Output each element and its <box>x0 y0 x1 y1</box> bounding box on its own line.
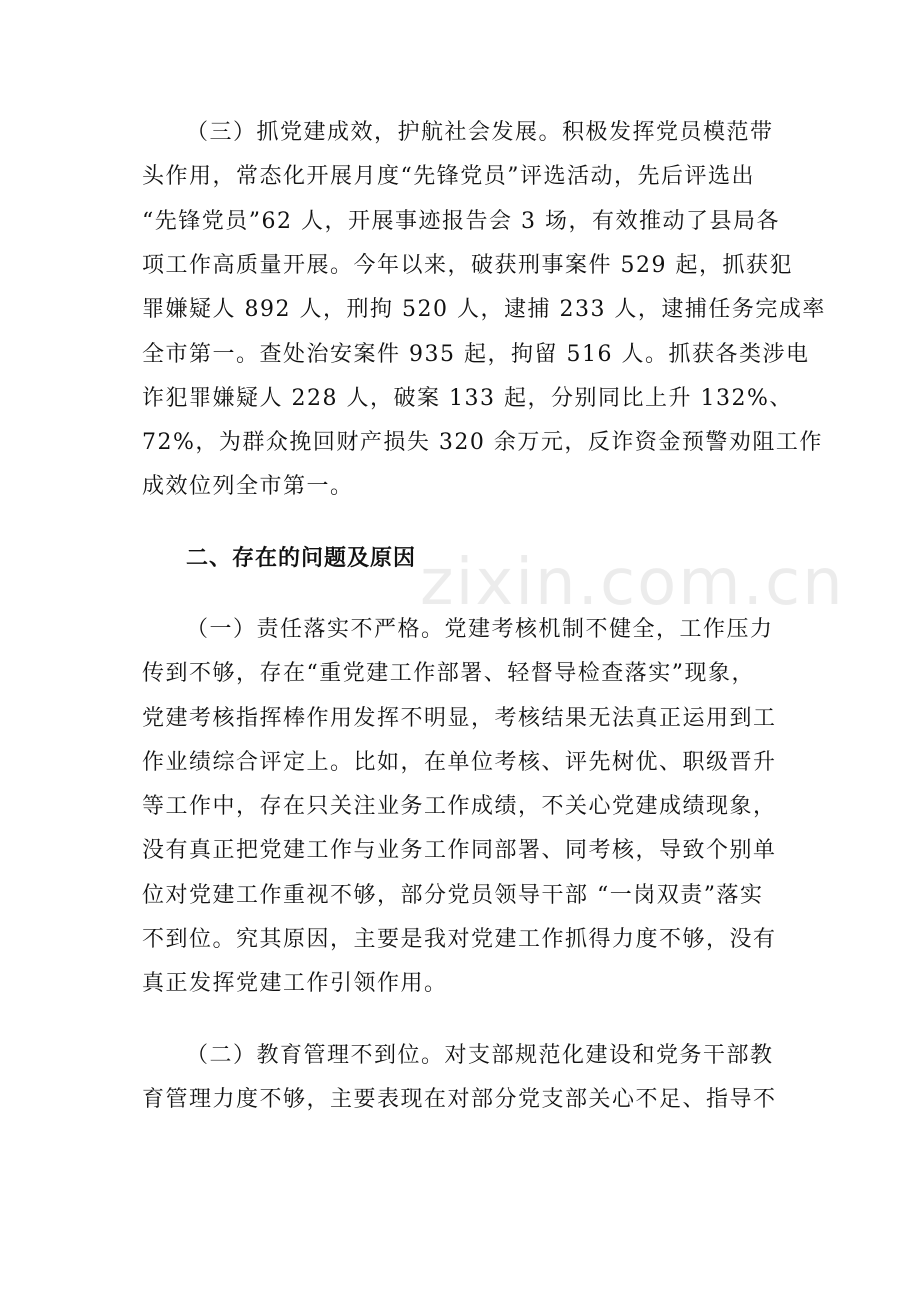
text-line: 罪嫌疑人 892 人，刑拘 520 人，逮捕 233 人，逮捕任务完成率 <box>142 297 826 322</box>
text-line: 项工作高质量开展。今年以来，破获刑事案件 529 起，抓获犯 <box>142 253 793 278</box>
text-line: （二）教育管理不到位。对支部规范化建设和党务干部教 <box>186 1043 774 1068</box>
text-line: 真正发挥党建工作引领作用。 <box>142 971 448 996</box>
text-line: 不到位。究其原因，主要是我对党建工作抓得力度不够，没有 <box>142 927 777 952</box>
text-line: 头作用，常态化开展月度“先锋党员”评选活动，先后评选出 <box>142 164 755 189</box>
text-line: 党建考核指挥棒作用发挥不明显，考核结果无法真正运用到工 <box>142 706 777 731</box>
text-line: （一）责任落实不严格。党建考核机制不健全，工作压力 <box>186 617 774 642</box>
text-line: 传到不够，存在“重党建工作部署、轻督导检查落实”现象， <box>142 661 755 686</box>
text-line: 育管理力度不够，主要表现在对部分党支部关心不足、指导不 <box>142 1087 777 1112</box>
text-line: （三）抓党建成效，护航社会发展。积极发挥党员模范带 <box>186 120 774 145</box>
text-line: 等工作中，存在只关注业务工作成绩，不关心党建成绩现象， <box>142 794 777 819</box>
text-line: 成效位列全市第一。 <box>142 474 354 499</box>
watermark: zixin.com.cn <box>420 546 845 620</box>
text-line: 没有真正把党建工作与业务工作同部署、同考核，导致个别单 <box>142 838 777 863</box>
text-line: “先锋党员”62 人，开展事迹报告会 3 场，有效推动了县局各 <box>142 209 780 234</box>
text-line: 位对党建工作重视不够，部分党员领导干部 “一岗双责”落实 <box>142 883 764 908</box>
text-line: 诈犯罪嫌疑人 228 人，破案 133 起，分别同比上升 132%、 <box>142 386 793 411</box>
text-line: 作业绩综合评定上。比如，在单位考核、评先树优、职级晋升 <box>142 750 777 775</box>
text-line: 全市第一。查处治安案件 935 起，拘留 516 人。抓获各类涉电 <box>142 342 810 367</box>
text-line: 72%，为群众挽回财产损失 320 余万元，反诈资金预警劝阻工作 <box>142 430 823 455</box>
heading-line: 二、存在的问题及原因 <box>186 546 417 571</box>
